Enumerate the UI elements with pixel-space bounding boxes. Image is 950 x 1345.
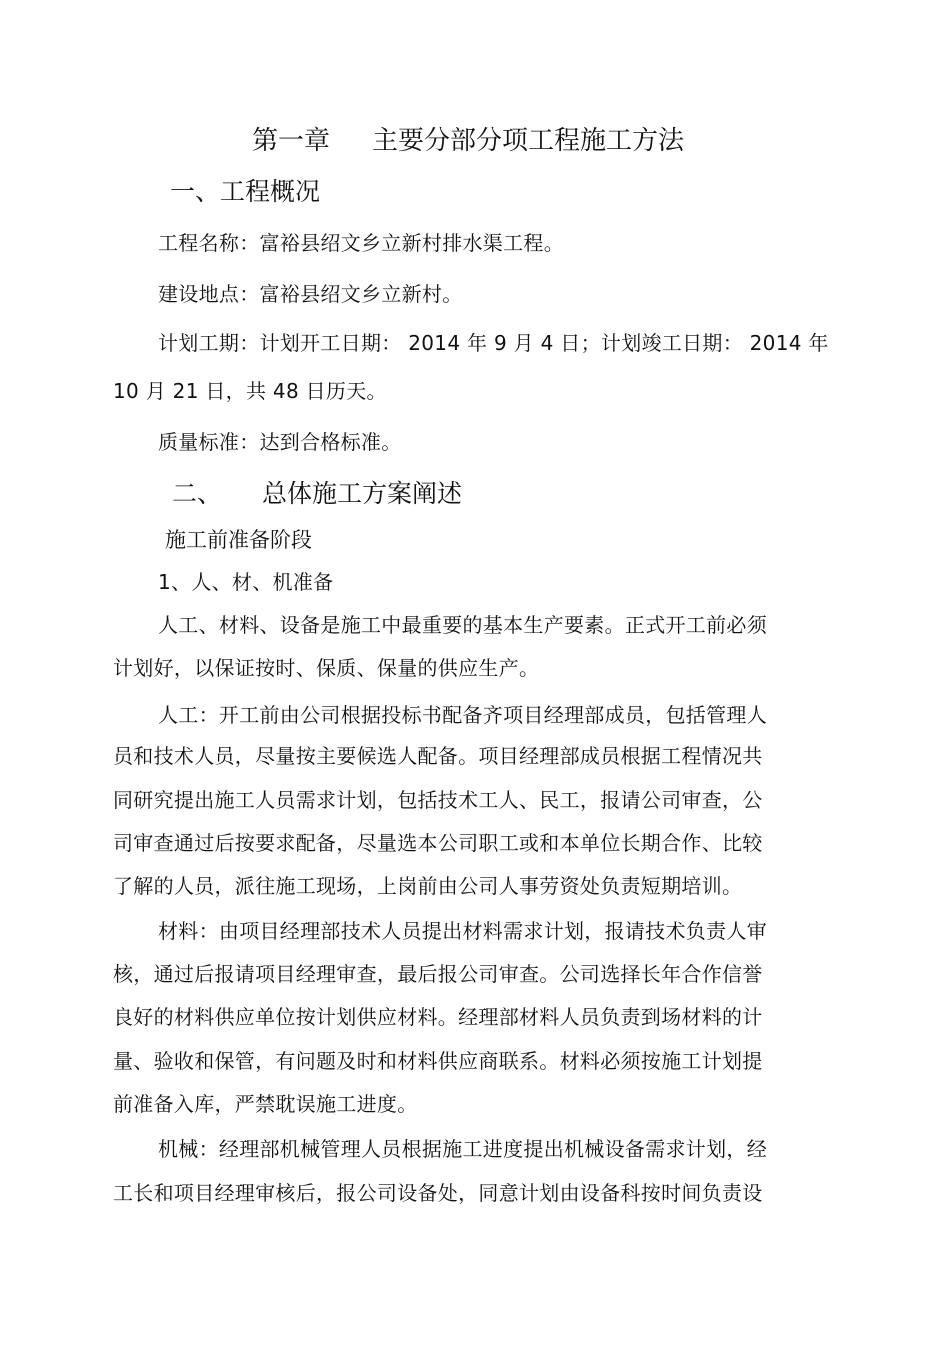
intro-line-1: 人工、材料、设备是施工中最重要的基本生产要素。正式开工前必须 [158,613,767,637]
intro-line-2: 计划好，以保证按时、保质、保量的供应生产。 [113,656,540,680]
chapter-label: 第一章 [252,126,331,156]
chapter-heading: 主要分部分项工程施工方法 [372,126,685,156]
stage-heading: 施工前准备阶段 [165,528,312,552]
quality-line: 质量标准：达到合格标准。 [158,430,402,454]
item-heading: 1、人、材、机准备 [158,570,334,594]
section-heading-overview: 一、工程概况 [170,177,321,206]
location-line: 建设地点：富裕县绍文乡立新村。 [158,282,463,306]
material-line-1: 材料：由项目经理部技术人员提出材料需求计划，报请技术负责人审 [158,919,767,943]
machine-line-2: 工长和项目经理审核后，报公司设备处，同意计划由设备科按时间负责设 [113,1181,763,1205]
material-line-4: 量、验收和保管，有问题及时和材料供应商联系。材料必须按施工计划提 [113,1049,763,1073]
chapter-title [252,128,684,154]
material-line-2: 核，通过后报请项目经理审查，最后报公司审查。公司选择长年合作信誉 [113,962,763,986]
project-name-line: 工程名称：富裕县绍文乡立新村排水渠工程。 [158,231,564,255]
labor-line-3: 同研究提出施工人员需求计划，包括技术工人、民工，报请公司审查，公 [113,788,763,812]
machine-line-1: 机械：经理部机械管理人员根据施工进度提出机械设备需求计划，经 [158,1137,767,1161]
schedule-line-2: 10 月 21 日，共 48 日历天。 [113,379,387,403]
material-line-3: 良好的材料供应单位按计划供应材料。经理部材料人员负责到场材料的计 [113,1005,763,1029]
labor-line-2: 员和技术人员，尽量按主要候选人配备。项目经理部成员根据工程情况共 [113,744,763,768]
schedule-line-1: 计划工期：计划开工日期： 2014 年 9 月 4 日；计划竣工日期： 2014 年 [158,331,829,355]
section-heading-text: 总体施工方案阐述 [262,479,463,508]
labor-line-1: 人工：开工前由公司根据投标书配备齐项目经理部成员，包括管理人 [158,703,767,727]
labor-line-4: 司审查通过后按要求配备，尽量选本公司职工或和本单位长期合作、比较 [113,831,763,855]
material-line-5: 前准备入库，严禁耽误施工进度。 [113,1092,418,1116]
labor-line-5: 了解的人员，派往施工现场，上岗前由公司人事劳资处负责短期培训。 [113,874,743,898]
section-number: 二、 [172,479,223,508]
section-heading-plan [172,481,462,506]
